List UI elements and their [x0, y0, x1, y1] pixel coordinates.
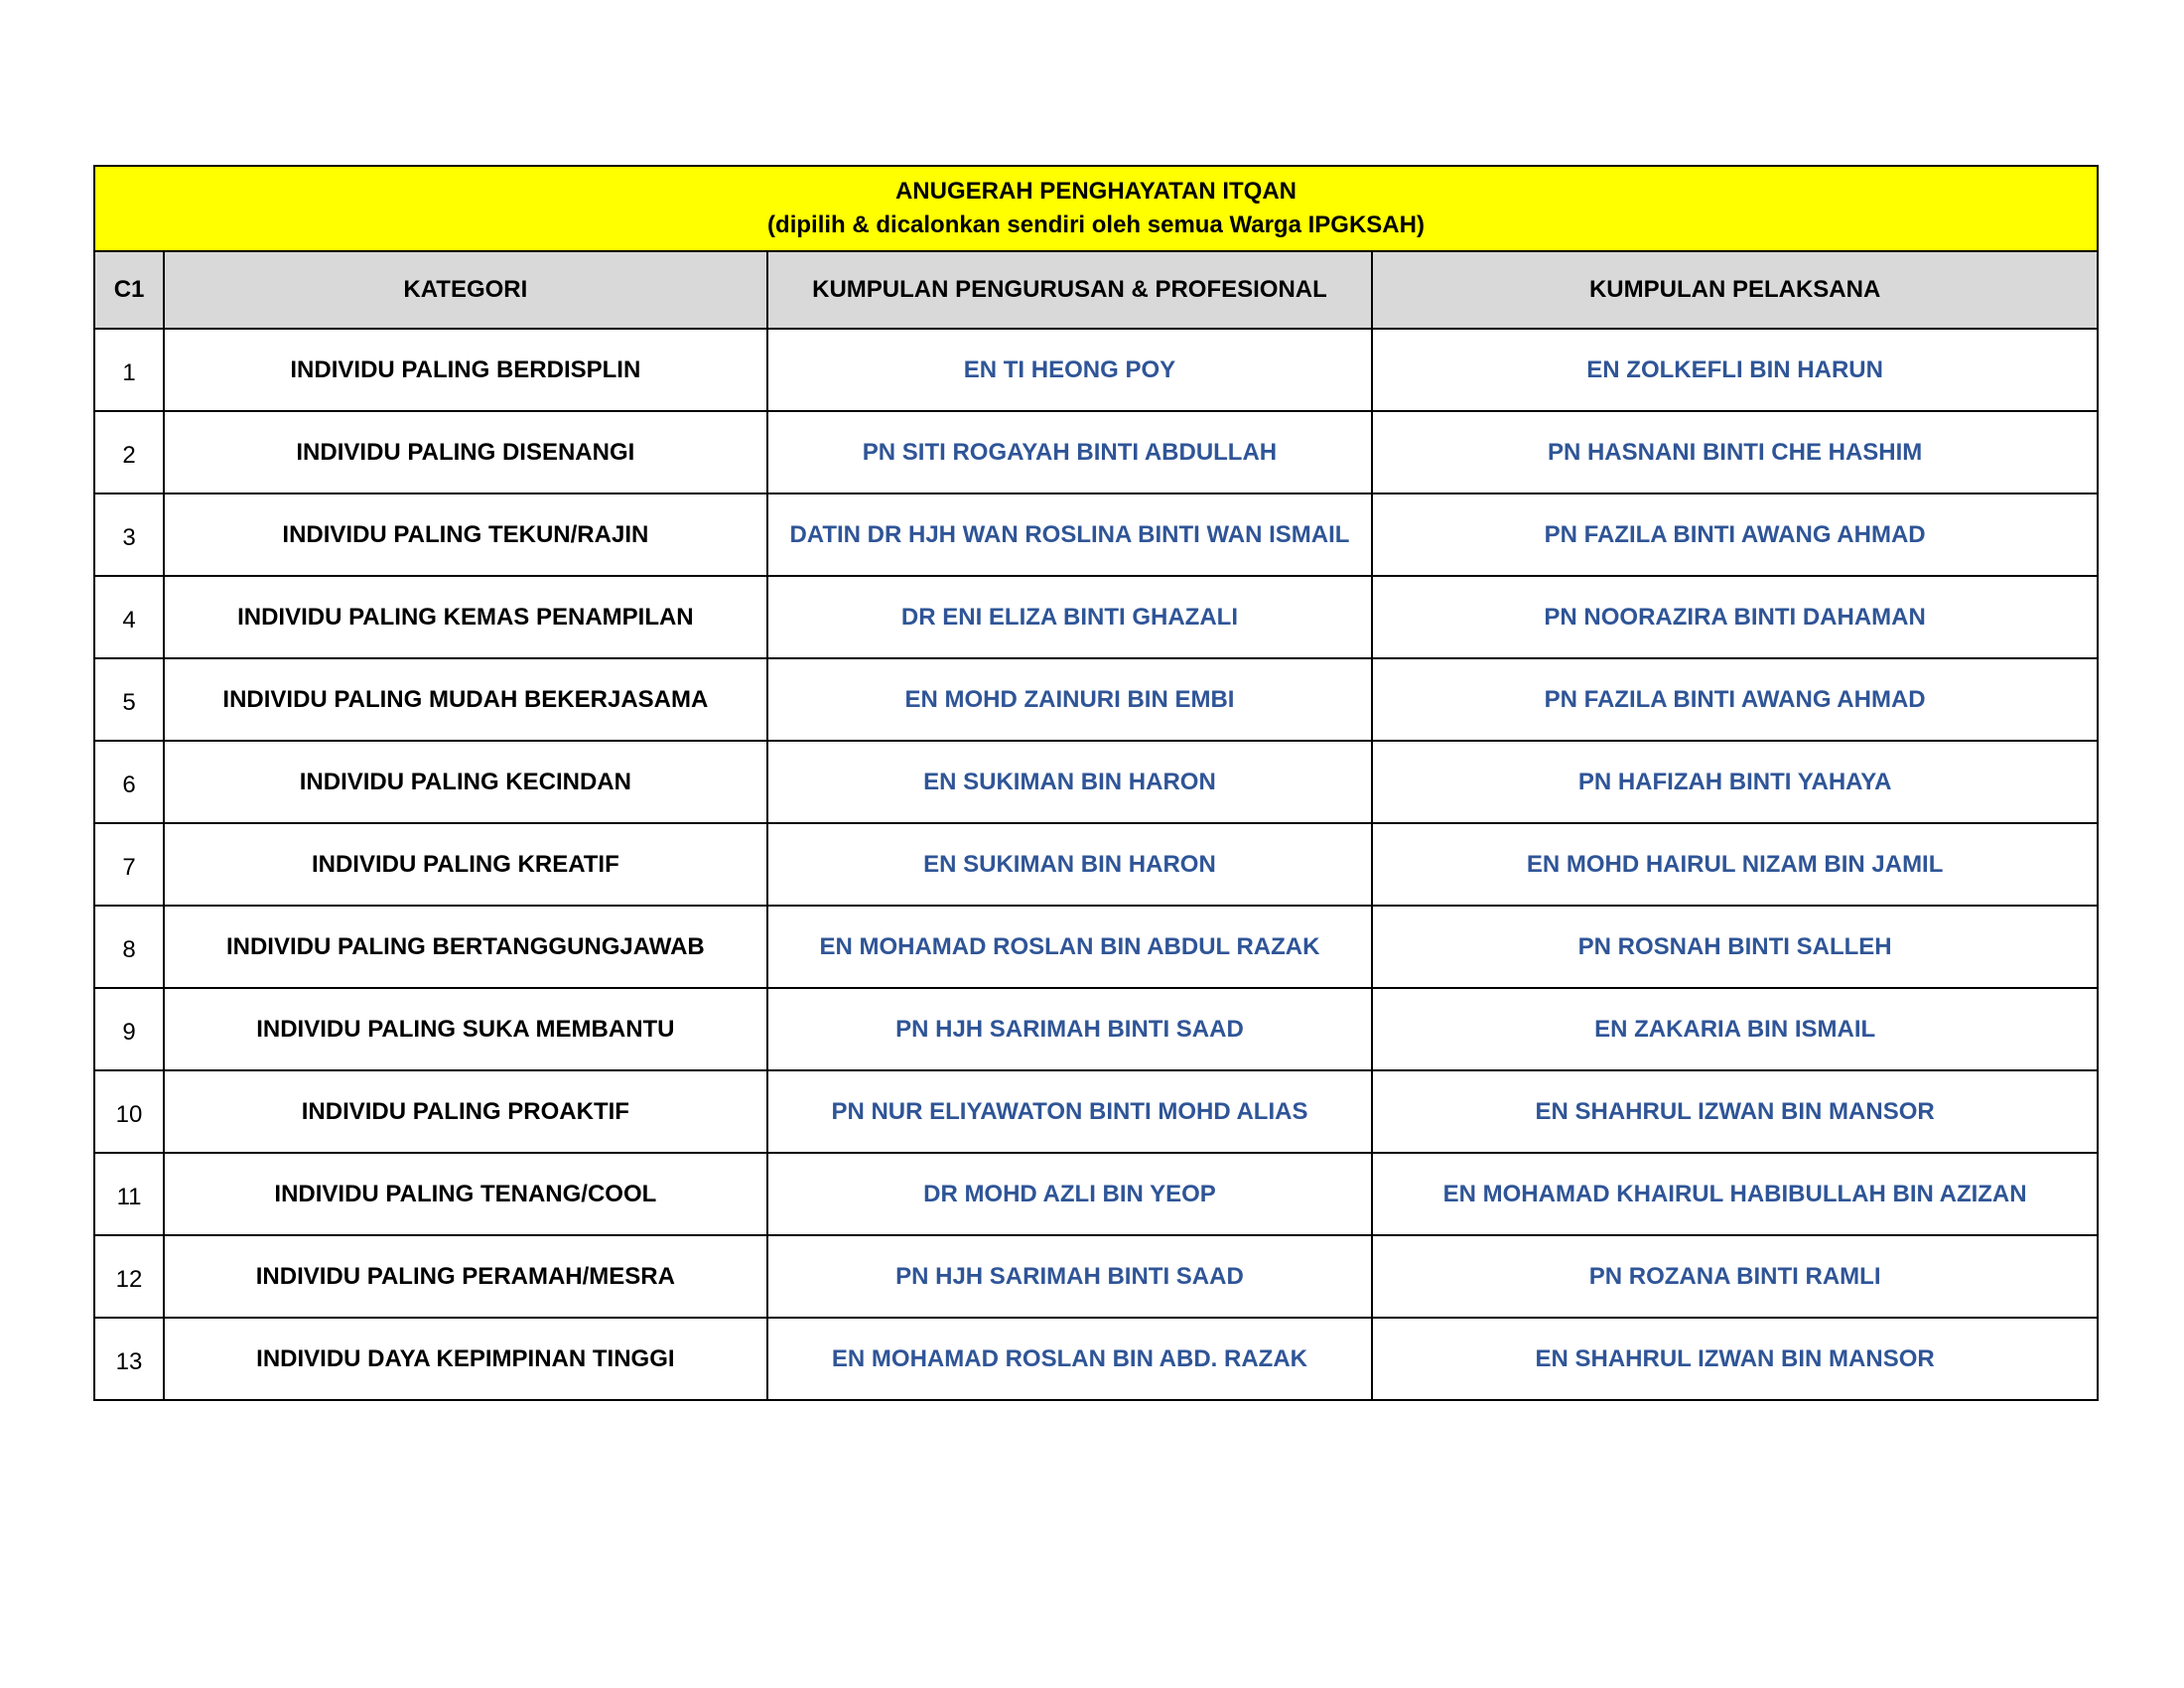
row-management-nominee: EN TI HEONG POY	[767, 329, 1373, 411]
row-implementer-nominee: EN ZAKARIA BIN ISMAIL	[1372, 988, 2098, 1070]
header-row	[94, 251, 2098, 329]
title-subtitle: (dipilih & dicalonkan sendiri oleh semua Warga IPGKSAH)	[767, 211, 1425, 238]
row-management-nominee: PN HJH SARIMAH BINTI SAAD	[767, 1235, 1373, 1318]
table-row	[94, 1153, 2098, 1235]
row-category: INDIVIDU PALING SUKA MEMBANTU	[164, 988, 767, 1070]
row-implementer-nominee: EN SHAHRUL IZWAN BIN MANSOR	[1372, 1318, 2098, 1400]
row-management-nominee: EN SUKIMAN BIN HARON	[767, 823, 1373, 906]
table-row	[94, 576, 2098, 658]
award-table	[93, 165, 2099, 1401]
header-no: C1	[94, 251, 164, 329]
table-row	[94, 1318, 2098, 1400]
row-implementer-nominee: PN HASNANI BINTI CHE HASHIM	[1372, 411, 2098, 493]
table-row	[94, 1235, 2098, 1318]
row-category: INDIVIDU PALING KEMAS PENAMPILAN	[164, 576, 767, 658]
table-row	[94, 823, 2098, 906]
header-management: KUMPULAN PENGURUSAN & PROFESIONAL	[767, 251, 1373, 329]
table-row	[94, 988, 2098, 1070]
row-number: 9	[94, 988, 164, 1070]
row-number: 7	[94, 823, 164, 906]
table-row	[94, 658, 2098, 741]
row-management-nominee: DR ENI ELIZA BINTI GHAZALI	[767, 576, 1373, 658]
row-implementer-nominee: EN SHAHRUL IZWAN BIN MANSOR	[1372, 1070, 2098, 1153]
row-category: INDIVIDU PALING BERTANGGUNGJAWAB	[164, 906, 767, 988]
row-management-nominee: PN NUR ELIYAWATON BINTI MOHD ALIAS	[767, 1070, 1373, 1153]
table-title	[94, 166, 2098, 251]
row-implementer-nominee: PN FAZILA BINTI AWANG AHMAD	[1372, 493, 2098, 576]
row-category: INDIVIDU PALING KECINDAN	[164, 741, 767, 823]
table-row	[94, 906, 2098, 988]
row-number: 11	[94, 1153, 164, 1235]
row-category: INDIVIDU DAYA KEPIMPINAN TINGGI	[164, 1318, 767, 1400]
row-implementer-nominee: PN FAZILA BINTI AWANG AHMAD	[1372, 658, 2098, 741]
row-category: INDIVIDU PALING KREATIF	[164, 823, 767, 906]
row-management-nominee: EN MOHAMAD ROSLAN BIN ABD. RAZAK	[767, 1318, 1373, 1400]
row-category: INDIVIDU PALING MUDAH BEKERJASAMA	[164, 658, 767, 741]
row-number: 6	[94, 741, 164, 823]
header-implementer: KUMPULAN PELAKSANA	[1372, 251, 2098, 329]
row-number: 1	[94, 329, 164, 411]
row-number: 3	[94, 493, 164, 576]
row-implementer-nominee: EN MOHD HAIRUL NIZAM BIN JAMIL	[1372, 823, 2098, 906]
row-implementer-nominee: PN HAFIZAH BINTI YAHAYA	[1372, 741, 2098, 823]
table-row	[94, 411, 2098, 493]
row-management-nominee: DR MOHD AZLI BIN YEOP	[767, 1153, 1373, 1235]
row-number: 8	[94, 906, 164, 988]
row-management-nominee: PN HJH SARIMAH BINTI SAAD	[767, 988, 1373, 1070]
row-number: 10	[94, 1070, 164, 1153]
row-category: INDIVIDU PALING PERAMAH/MESRA	[164, 1235, 767, 1318]
row-number: 2	[94, 411, 164, 493]
table-row	[94, 493, 2098, 576]
table-body	[94, 329, 2098, 1400]
row-management-nominee: PN SITI ROGAYAH BINTI ABDULLAH	[767, 411, 1373, 493]
table-row	[94, 329, 2098, 411]
row-implementer-nominee: PN NOORAZIRA BINTI DAHAMAN	[1372, 576, 2098, 658]
row-management-nominee: EN MOHAMAD ROSLAN BIN ABDUL RAZAK	[767, 906, 1373, 988]
row-number: 5	[94, 658, 164, 741]
award-sheet	[93, 165, 2099, 1401]
row-category: INDIVIDU PALING BERDISPLIN	[164, 329, 767, 411]
row-management-nominee: DATIN DR HJH WAN ROSLINA BINTI WAN ISMAIL	[767, 493, 1373, 576]
table-row	[94, 741, 2098, 823]
row-implementer-nominee: PN ROZANA BINTI RAMLI	[1372, 1235, 2098, 1318]
row-category: INDIVIDU PALING PROAKTIF	[164, 1070, 767, 1153]
title-main: ANUGERAH PENGHAYATAN ITQAN	[894, 178, 1297, 205]
row-management-nominee: EN MOHD ZAINURI BIN EMBI	[767, 658, 1373, 741]
row-category: INDIVIDU PALING TENANG/COOL	[164, 1153, 767, 1235]
row-implementer-nominee: PN ROSNAH BINTI SALLEH	[1372, 906, 2098, 988]
row-implementer-nominee: EN MOHAMAD KHAIRUL HABIBULLAH BIN AZIZAN	[1372, 1153, 2098, 1235]
title-row	[94, 166, 2098, 251]
row-category: INDIVIDU PALING DISENANGI	[164, 411, 767, 493]
row-management-nominee: EN SUKIMAN BIN HARON	[767, 741, 1373, 823]
row-implementer-nominee: EN ZOLKEFLI BIN HARUN	[1372, 329, 2098, 411]
table-row	[94, 1070, 2098, 1153]
header-category: KATEGORI	[164, 251, 767, 329]
row-category: INDIVIDU PALING TEKUN/RAJIN	[164, 493, 767, 576]
row-number: 13	[94, 1318, 164, 1400]
row-number: 12	[94, 1235, 164, 1318]
row-number: 4	[94, 576, 164, 658]
